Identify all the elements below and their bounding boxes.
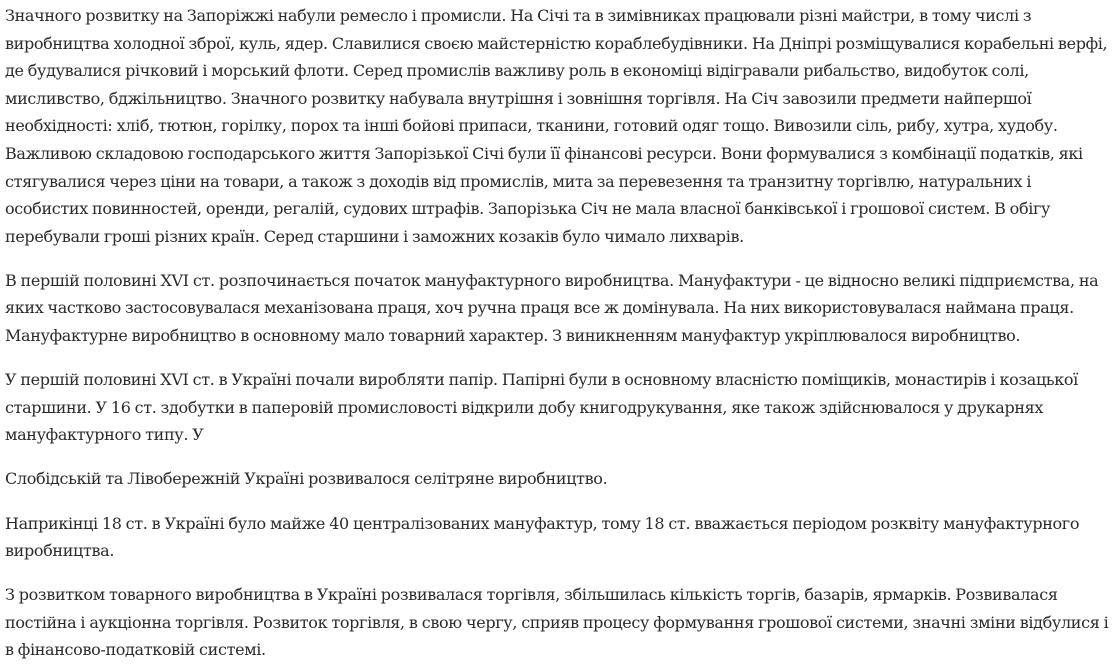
article-body xyxy=(0,2,1119,664)
paragraph-zaporizhzhia-economy: Значного розвитку на Запоріжжі набули ремесло і промисли. На Січі та в зимівниках працювали різні майстри, в тому числі з виробництва холодної зброї, куль, ядер. Славилися своєю майстерністю кораблебудівники. На Дніпрі розміщувалися корабельні верфі, де будувалися річковий і морський флоти. Серед промислів важливу роль в економіці відігравали рибальство, видобуток солі, мисливство, бджільництво. Значного розвитку набувала внутрішня і зовнішня торгівля. На Січ завозили предмети найпершої необхідності: хліб, тютюн, горілку, порох та інші бойові припаси, тканини, готовий одяг тощо. Вивозили сіль, рибу, хутра, худобу. Важливою складовою господарського життя Запорізької Січі були її фінансові ресурси. Вони формувалися з комбінації податків, які стягувалися через ціни на товари, а також з доходів від промислів, мита за перевезення та транзитну торгівлю, натуральних і особистих повинностей, оренди, регалій, судових штрафів. Запорізька Січ не мала власної банківської і грошової систем. В обігу перебували гроші різних країн. Серед старшини і заможних козаків було чимало лихварів. xyxy=(5,6,1108,246)
paragraph-saltpeter: Слобідській та Лівобережній Україні розвивалося селітряне виробництво. xyxy=(5,469,608,489)
paragraph-paper-production: У першій половині XVI ст. в Україні почали виробляти папір. Папірні були в основному власністю поміщиків, монастирів і козацької старшини. У 16 ст. здобутки в паперовій промисловості відкрили добу книгодрукування, яке також здійснювалося у друкарнях мануфактурного типу. У xyxy=(5,370,1078,445)
paragraph-trade: З розвитком товарного виробництва в Україні розвивалася торгівля, збільшилась кількість торгів, базарів, ярмарків. Розвивалася постійна і аукціонна торгівля. Розвиток торгівля, в свою чергу, сприяв процесу формування грошової системи, значні зміни відбулися і в фінансово-податковій системі. xyxy=(5,585,1109,660)
paragraph-manufactures: В першій половині XVI ст. розпочинається початок мануфактурного виробництва. Мануфактури - це відносно великі підприємства, на яких частково застосовувалася механізована праця, хоч ручна праця все ж домінувала. На них використовувалася наймана праця. Мануфактурне виробництво в основному мало товарний характер. З виникненням мануфактур укріплювалося виробництво. xyxy=(5,270,1099,346)
paragraph-18th-century: Наприкінці 18 ст. в Україні було майже 40 централізованих мануфактур, тому 18 ст. вважається періодом розквіту мануфактурного виробництва. xyxy=(5,513,1080,561)
